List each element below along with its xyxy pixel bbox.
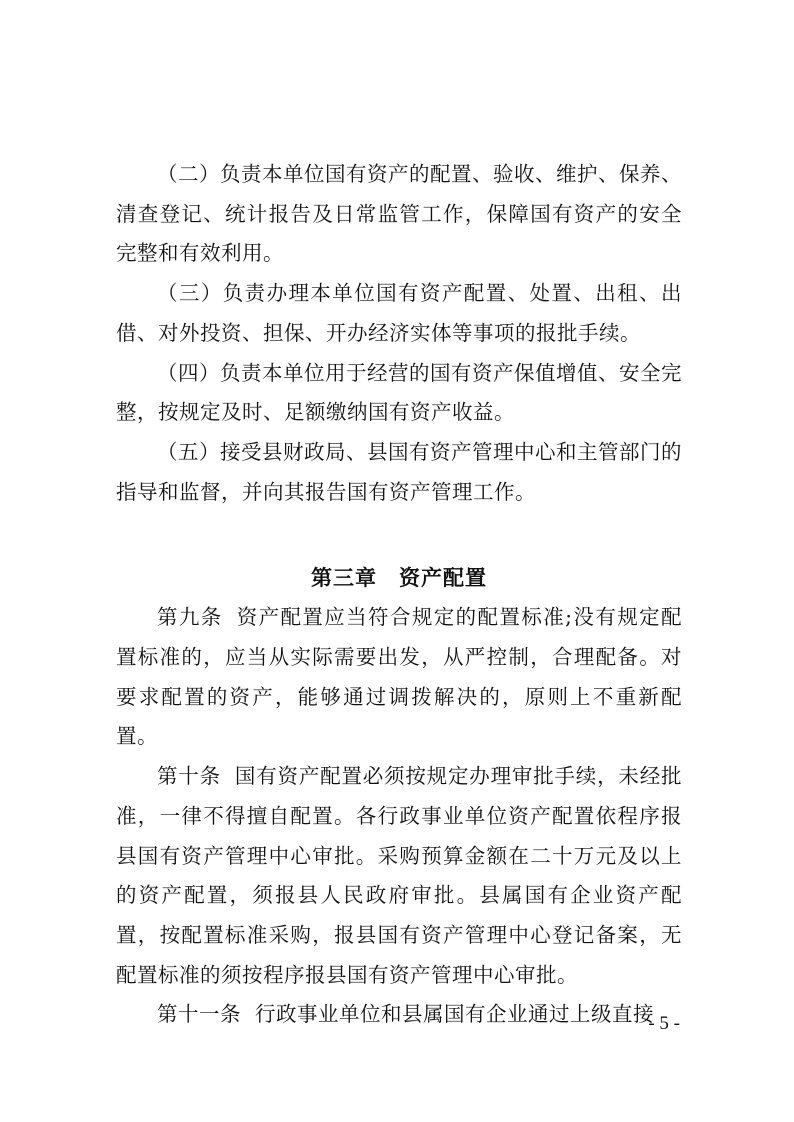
article-11 [116,995,682,1035]
clause-item-2: （二）负责本单位国有资产的配置、验收、维护、保养、清查登记、统计报告及日常监管工作，保障国有资产的安全完整和有效利用。 [116,162,682,266]
page-number: - 5 - [648,1013,680,1034]
article-text: 资产配置应当符合规定的配置标准;没有规定配置标准的，应当从实际需要出发，从严控制，合理配备。对要求配置的资产，能够通过调拨解决的，原则上不重新配置。 [116,605,683,749]
chapter-title: 第三章 资产配置 [311,566,487,591]
clause-item-5: （五）接受县财政局、县国有资产管理中心和主管部门的指导和监督，并向其报告国有资产管理工作。 [116,439,682,504]
article-10 [116,757,682,995]
article-text: 行政事业单位和县属国有企业通过上级直接 [255,1002,654,1027]
clause-item-4: （四）负责本单位用于经营的国有资产保值增值、安全完整，按规定及时、足额缴纳国有资产收益。 [116,360,682,425]
article-number: 第十一条 [157,1002,241,1027]
article-number: 第十条 [157,764,221,789]
clause-item-3: （三）负责办理本单位国有资产配置、处置、出租、出借、对外投资、担保、开办经济实体等事项的报批手续。 [116,281,682,345]
document-body [116,155,682,1035]
article-text: 国有资产配置必须按规定办理审批手续，未经批准，一律不得擅自配置。各行政事业单位资产配置依程序报县国有资产管理中心审批。采购预算金额在二十万元及以上的资产配置，须报县人民政府审批。县属国有企业资产配置，按配置标准采购，报县国有资产管理中心登记备案，无配置标准的须按程序报县国有资产管理中心审批。 [116,764,683,987]
article-number: 第九条 [157,605,223,630]
article-9 [116,598,682,757]
